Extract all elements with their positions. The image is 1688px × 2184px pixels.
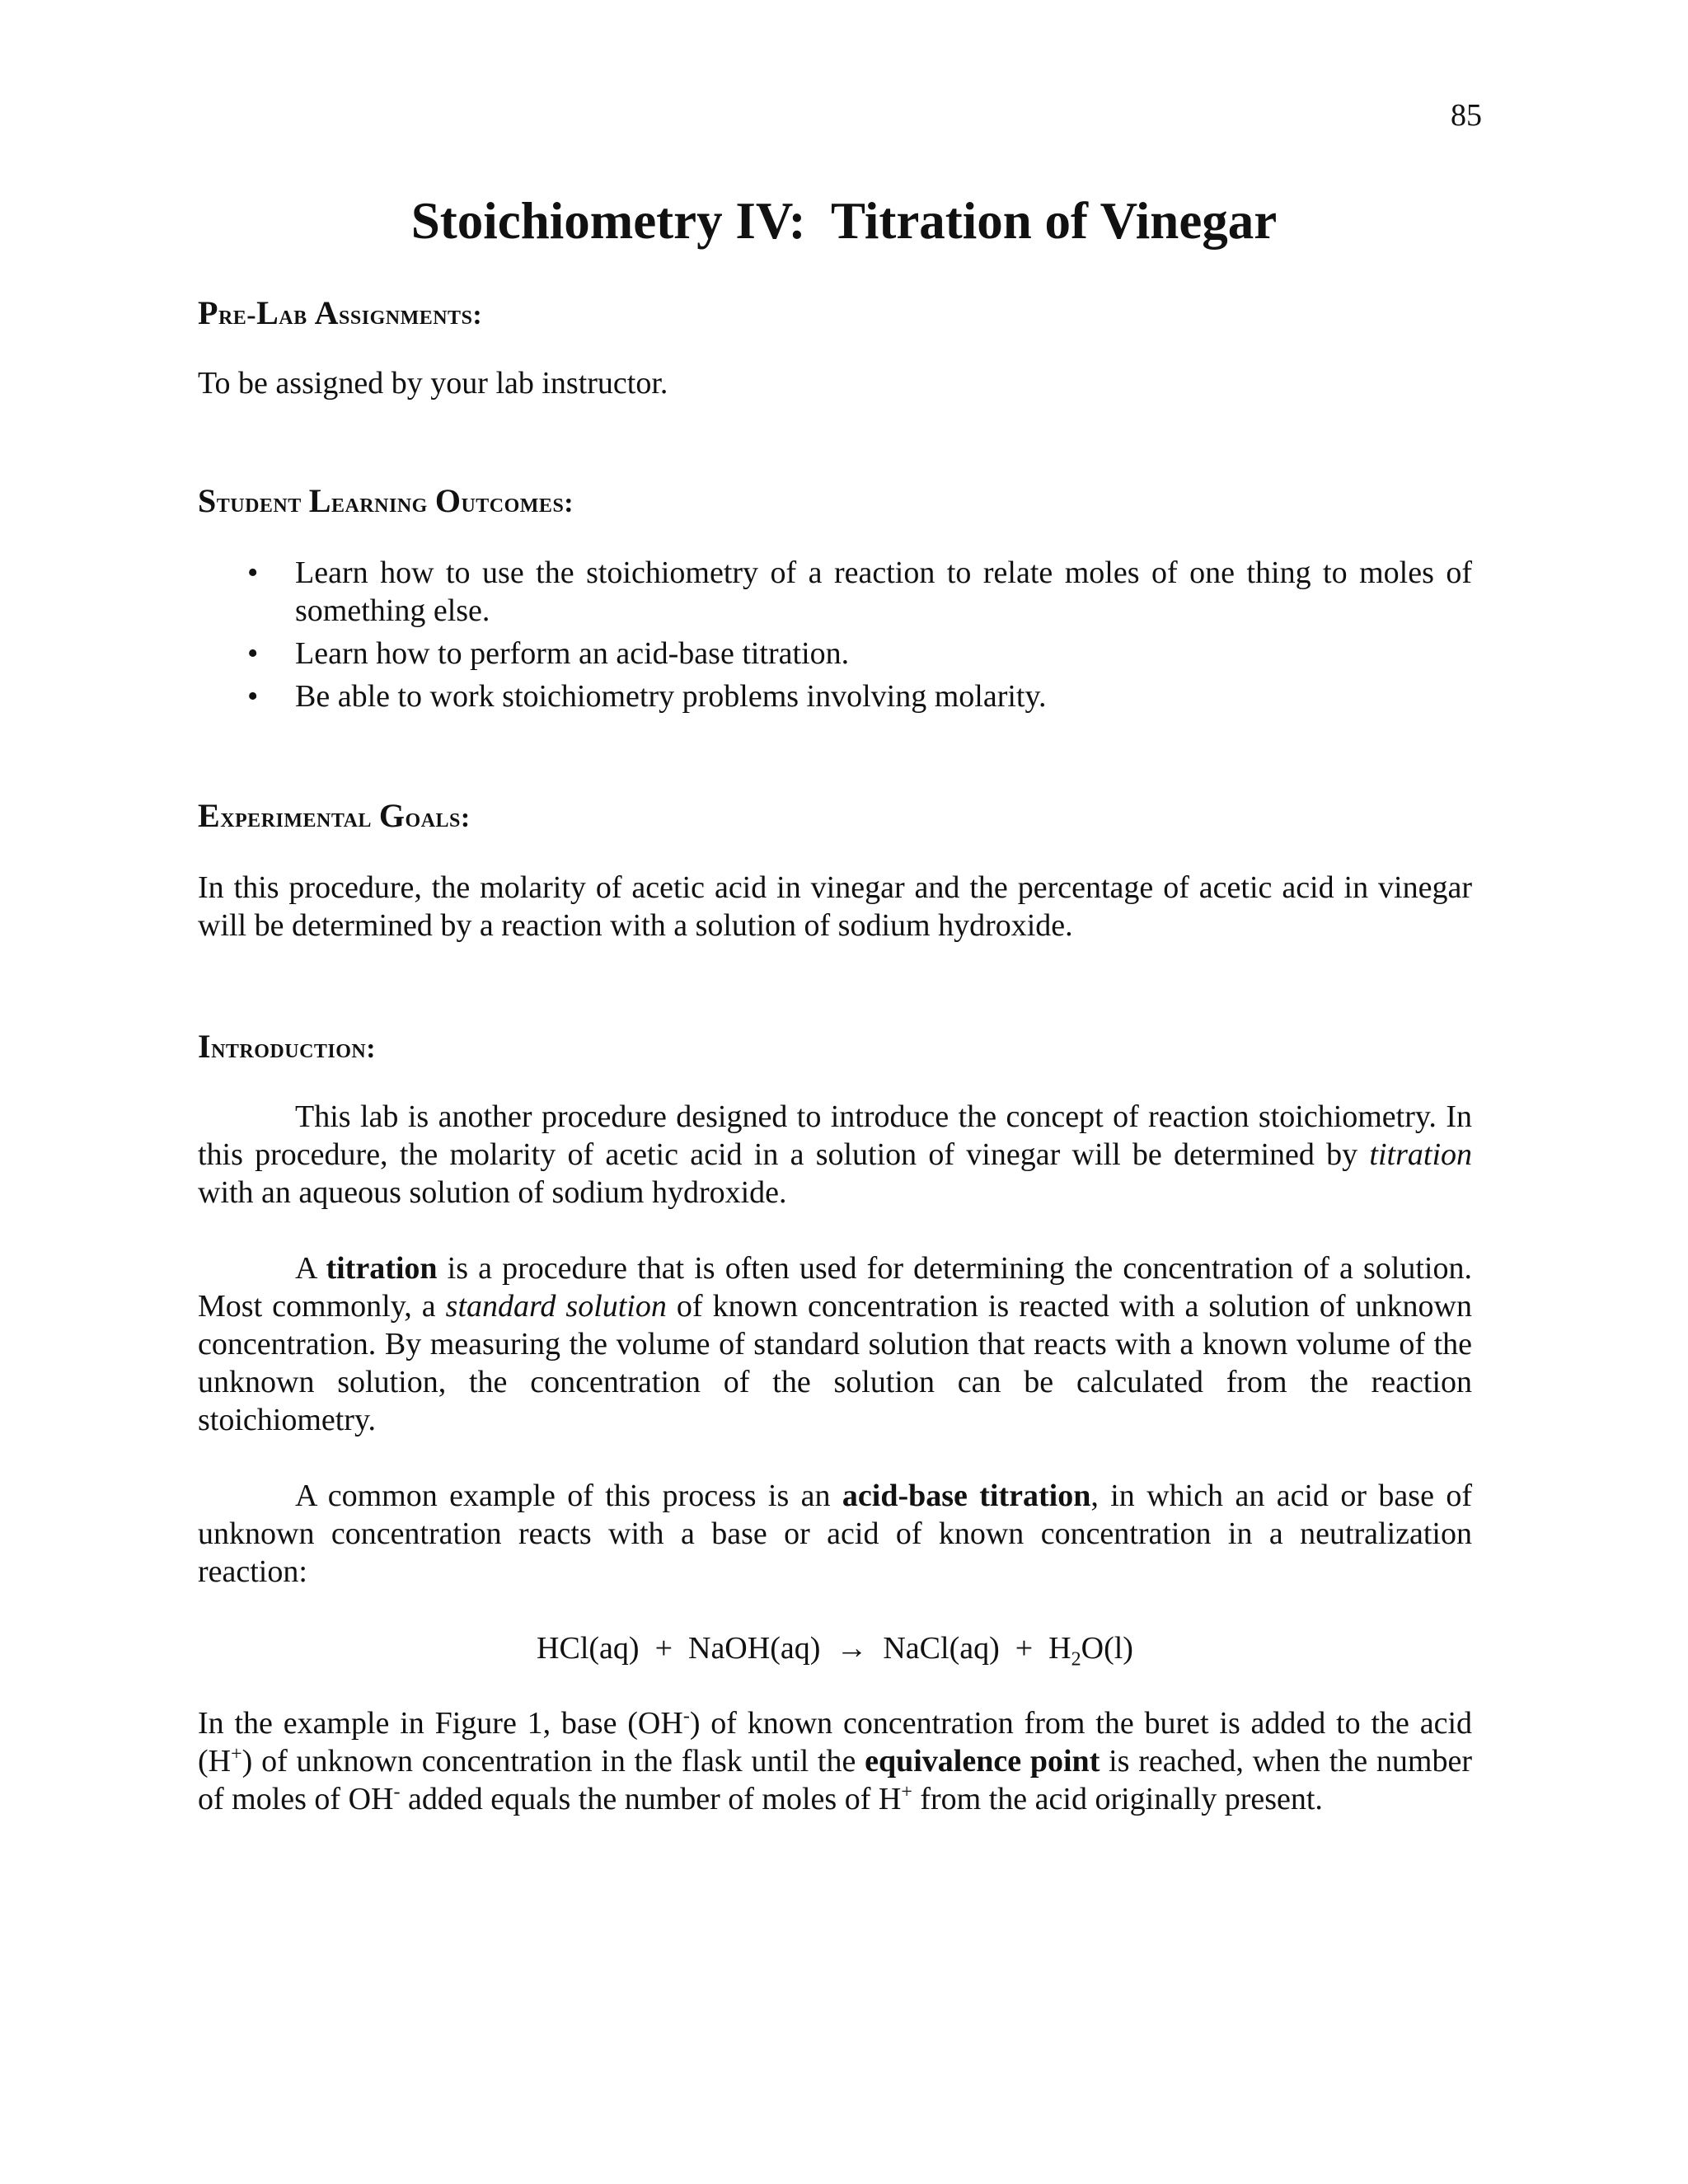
bullet-icon: •: [247, 555, 259, 590]
goals-text: In this procedure, the molarity of acetic acid in vinegar and the percentage of acetic acid in vinegar will be determined by a reaction with a solution of sodium hydroxide.: [198, 870, 1472, 943]
page-number: 85: [1451, 98, 1482, 133]
intro-paragraph-3: A common example of this process is an acid-base titration, in which an acid or base of unknown concentration reacts with a base or acid of known concentration in a neutralization reaction:: [198, 1479, 1472, 1589]
intro-paragraph-1: This lab is another procedure designed to introduce the concept of reaction stoichiometry. In this procedure, the molarity of acetic acid in a solution of vinegar will be determined by titration with an aqueous solution of sodium hydroxide.: [198, 1099, 1472, 1210]
list-item: • Learn how to perform an acid-base titration.: [247, 636, 850, 671]
list-item: • Be able to work stoichiometry problems involving molarity.: [247, 679, 1047, 714]
page-title: Stoichiometry IV: Titration of Vinegar: [410, 192, 1278, 250]
bullet-icon: •: [247, 679, 259, 714]
prelab-heading: Pre-Lab Assignments:: [198, 294, 483, 331]
reaction-equation: HCl(aq) + NaOH(aq) → NaCl(aq) + $H_2O(l)$: [537, 1631, 1133, 1671]
intro-heading: Introduction:: [198, 1028, 377, 1065]
outcomes-heading: Student Learning Outcomes:: [198, 482, 574, 519]
prelab-text: To be assigned by your lab instructor.: [198, 366, 668, 401]
list-item: • Learn how to use the stoichiometry of a reaction to relate moles of one thing to moles of something else.: [247, 555, 1472, 628]
goals-heading: Experimental Goals:: [198, 797, 471, 834]
intro-paragraph-2: A titration is a procedure that is often used for determining the concentration of a solution. Most commonly, a standard solution of known concentration is reacted with a solution of unknown concentration. By measuring the volume of standard solution that reacts with a known volume of the unknown solution, the concentration of the solution can be calculated from the reaction stoichiometry.: [198, 1251, 1473, 1437]
intro-paragraph-4: In the example in Figure 1, base (OH-) of known concentration from the buret is added to the acid (H+) of unknown concentration in the flask until the equivalence point is reached, when the number of moles of OH- added equals the number of moles of H+ from the acid originally present.: [198, 1705, 1473, 1816]
outcomes-list: [198, 554, 1472, 720]
bullet-icon: •: [247, 636, 259, 671]
